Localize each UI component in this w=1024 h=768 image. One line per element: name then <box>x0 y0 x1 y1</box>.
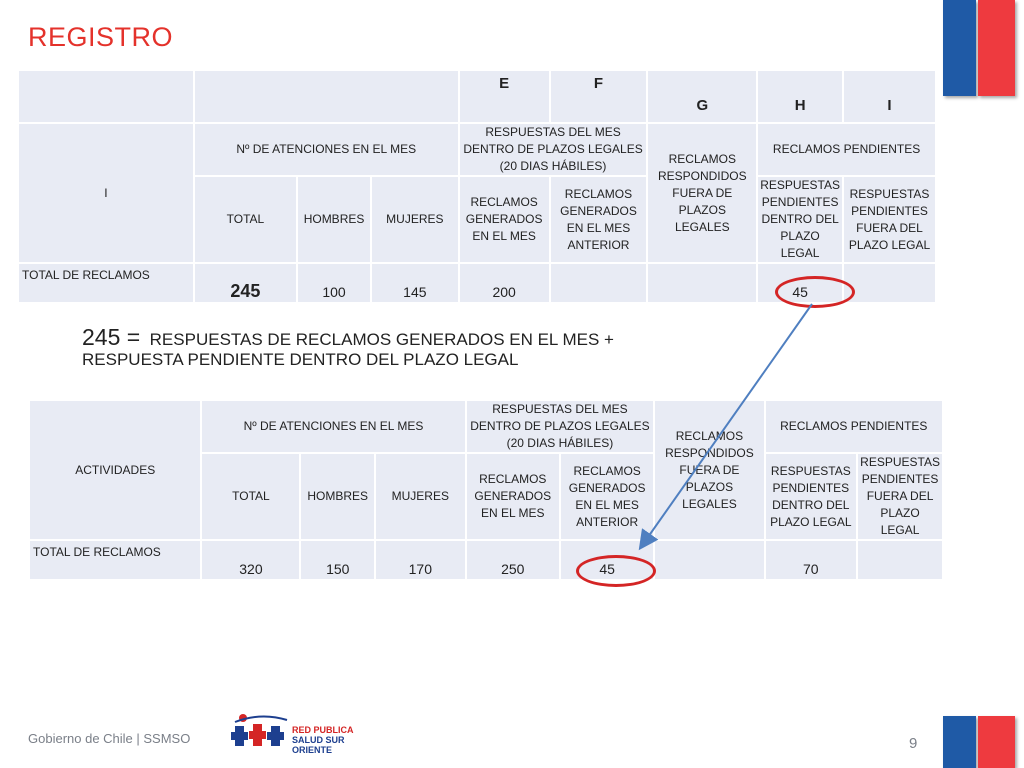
slide-title: REGISTRO <box>28 22 174 52</box>
page-number: 9 <box>909 735 918 752</box>
formula-line1: RESPUESTAS DE RECLAMOS GENERADOS EN EL MES + <box>149 330 614 349</box>
group-atenciones: Nº DE ATENCIONES EN EL MES <box>201 400 465 453</box>
formula-line2: RESPUESTA PENDIENTE DENTRO DEL PLAZO LEGAL <box>82 350 519 369</box>
value-pend-dentro: 45 <box>757 263 843 303</box>
value-total: 320 <box>201 540 300 580</box>
sub-total: TOTAL <box>194 176 297 263</box>
value-hombres: 150 <box>300 540 375 580</box>
logo-line2: SALUD SUR ORIENTE <box>292 735 345 755</box>
group-atenciones: Nº DE ATENCIONES EN EL MES <box>194 123 459 176</box>
total-row-label: TOTAL DE RECLAMOS <box>29 540 201 580</box>
logo-line1: RED PUBLICA <box>292 725 354 735</box>
sub-total: TOTAL <box>201 453 300 540</box>
column-letter-g: G <box>647 70 757 123</box>
connector-arrow-line <box>641 304 812 547</box>
value-total: 245 <box>194 263 297 303</box>
group-fuera-plazo: RECLAMOS RESPONDIDOS FUERA DE PLAZOS LEGALES <box>654 400 764 540</box>
column-letter-i: I <box>843 70 936 123</box>
value-anterior: 45 <box>560 540 654 580</box>
sub-mujeres: MUJERES <box>371 176 459 263</box>
sub-generados: RECLAMOS GENERADOS EN EL MES <box>466 453 560 540</box>
sub-pend-dentro: RESPUESTAS PENDIENTES DENTRO DEL PLAZO LEGAL <box>757 176 843 263</box>
value-pend-dentro: 70 <box>765 540 858 580</box>
sub-mujeres: MUJERES <box>375 453 466 540</box>
sub-generados: RECLAMOS GENERADOS EN EL MES <box>459 176 550 263</box>
group-respuestas: RESPUESTAS DEL MES DENTRO DE PLAZOS LEGALES (20 DIAS HÁBILES) <box>459 123 648 176</box>
row-label-cell: ACTIVIDADES <box>29 400 201 540</box>
sub-hombres: HOMBRES <box>297 176 371 263</box>
value-mujeres: 145 <box>371 263 459 303</box>
value-generados: 250 <box>466 540 560 580</box>
sub-hombres: HOMBRES <box>300 453 375 540</box>
formula-number: 245 = <box>82 324 141 350</box>
red-salud-logo-icon <box>231 712 381 755</box>
sub-pend-dentro: RESPUESTAS PENDIENTES DENTRO DEL PLAZO LEGAL <box>765 453 858 540</box>
value-generados: 200 <box>459 263 550 303</box>
column-letter-f: F <box>550 70 648 123</box>
column-letter-e: E <box>459 70 550 123</box>
group-respuestas: RESPUESTAS DEL MES DENTRO DE PLAZOS LEGALES (20 DIAS HÁBILES) <box>466 400 655 453</box>
value-mujeres: 170 <box>375 540 466 580</box>
sub-pend-fuera: RESPUESTAS PENDIENTES FUERA DEL PLAZO LEGAL <box>843 176 936 263</box>
sub-anterior: RECLAMOS GENERADOS EN EL MES ANTERIOR <box>560 453 654 540</box>
group-pendientes: RECLAMOS PENDIENTES <box>757 123 936 176</box>
total-row-label: TOTAL DE RECLAMOS <box>18 263 194 303</box>
group-pendientes: RECLAMOS PENDIENTES <box>765 400 944 453</box>
sub-pend-fuera: RESPUESTAS PENDIENTES FUERA DEL PLAZO LEGAL <box>857 453 943 540</box>
group-fuera-plazo: RECLAMOS RESPONDIDOS FUERA DE PLAZOS LEGALES <box>647 123 757 263</box>
footer-text: Gobierno de Chile | SSMSO <box>28 731 191 746</box>
row-label-cell: I <box>18 123 194 263</box>
sub-anterior: RECLAMOS GENERADOS EN EL MES ANTERIOR <box>550 176 648 263</box>
column-letter-h: H <box>757 70 843 123</box>
value-hombres: 100 <box>297 263 371 303</box>
